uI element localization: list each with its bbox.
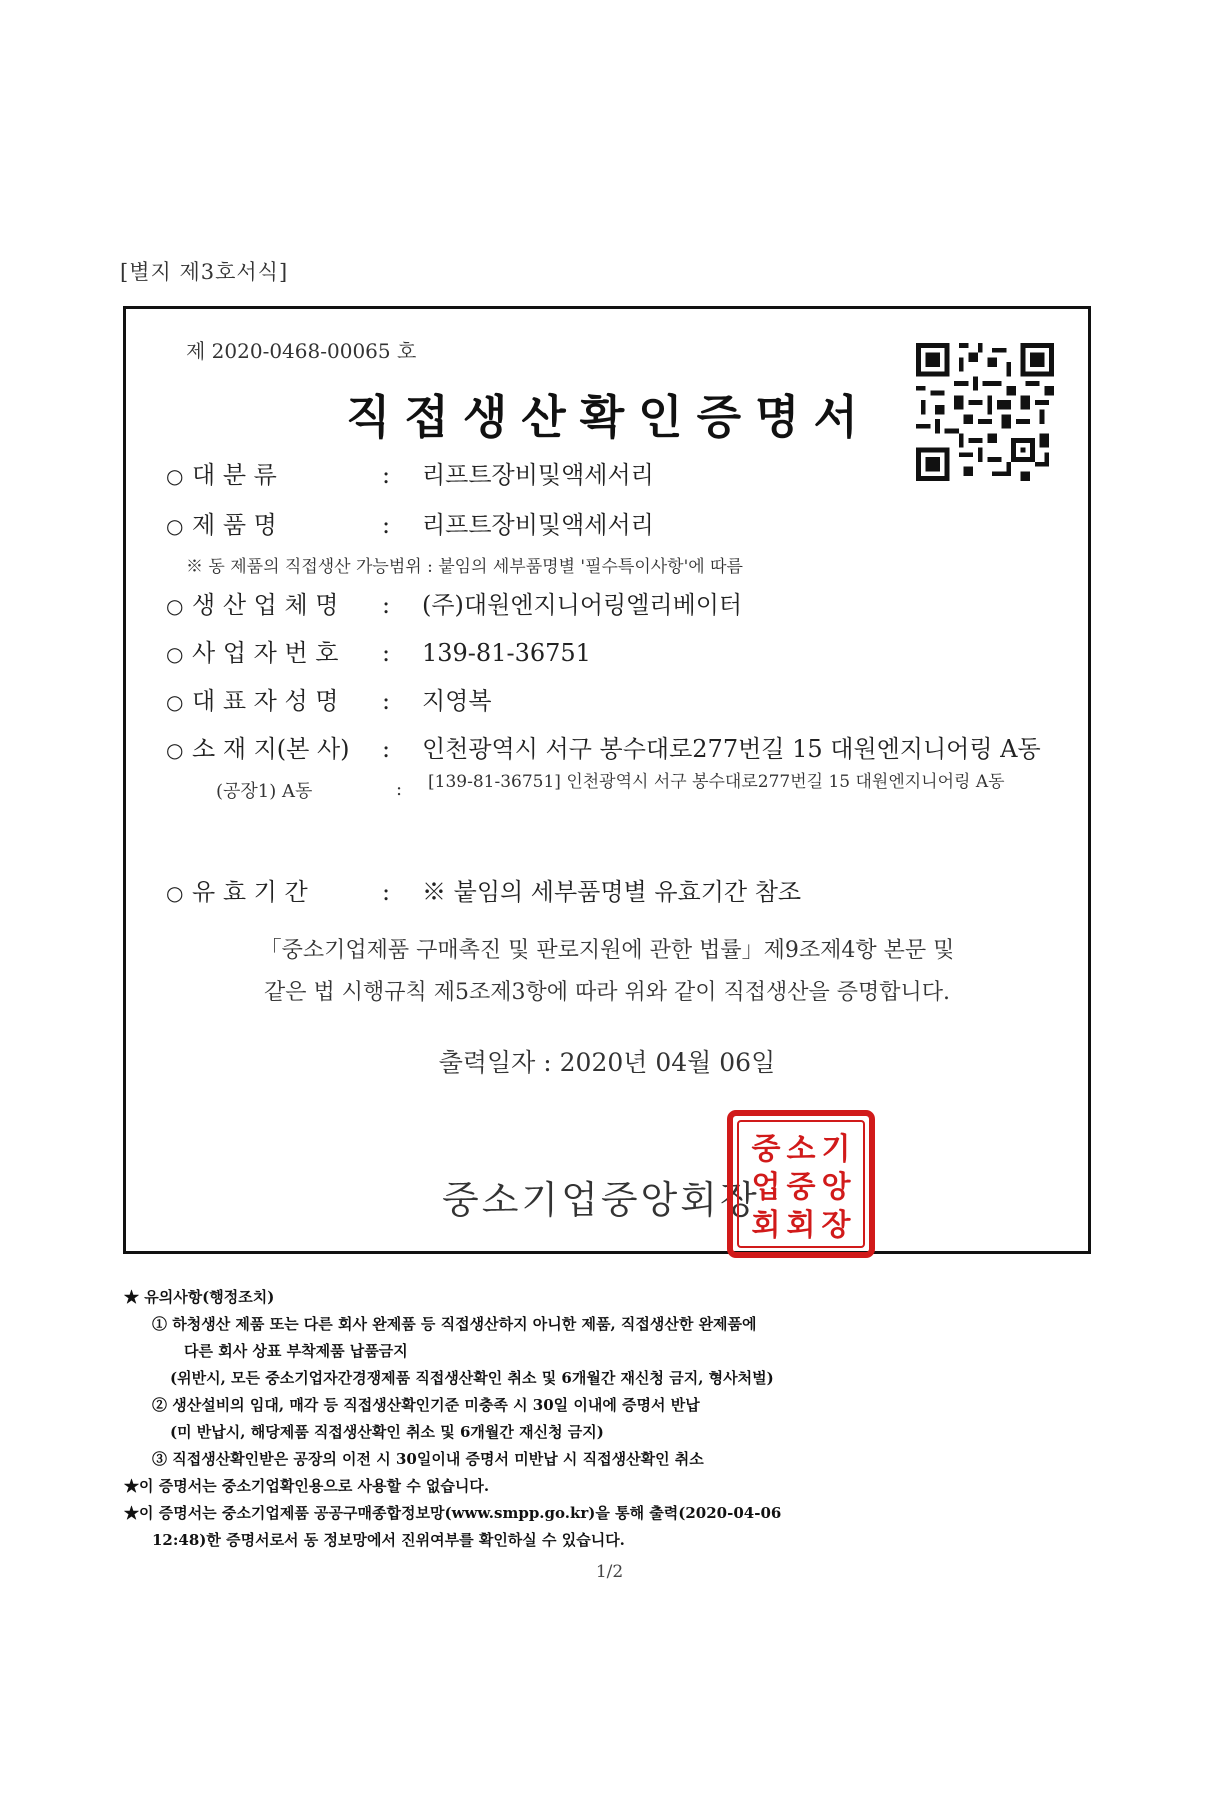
representative-value: 지영복 (422, 687, 492, 715)
business-number-label: 사 업 자 번 호 (192, 639, 339, 667)
business-number-value: 139-81-36751 (422, 639, 591, 667)
certificate-number: 제 2020-0468-00065 호 (186, 339, 417, 363)
address-value: 인천광역시 서구 봉수대로277번길 15 대원엔지니어링 A동 (422, 735, 1041, 763)
svg-text:장: 장 (821, 1208, 851, 1243)
legal-text-line2: 같은 법 시행규칙 제5조제3항에 따라 위와 같이 직접생산을 증명합니다. (264, 980, 950, 1005)
manufacturer-label: 생 산 업 체 명 (192, 591, 339, 619)
official-seal-icon (726, 1109, 876, 1259)
svg-text:회: 회 (751, 1208, 781, 1243)
print-date: 출력일자 : 2020년 04월 06일 (438, 1048, 776, 1077)
product-name-row: ○ 제 품 명 : 리프트장비및액세서리 (166, 505, 654, 540)
validity-row: ○ 유 효 기 간 : ※ 붙임의 세부품명별 유효기간 참조 (166, 872, 801, 907)
bullet-icon: ○ (166, 594, 184, 618)
business-number-row: ○ 사 업 자 번 호 : 139-81-36751 (166, 633, 591, 668)
note-star-2: ★이 증명서는 중소기업확인용으로 사용할 수 없습니다. (124, 1477, 490, 1495)
form-number: [별지 제3호서식] (120, 260, 289, 284)
svg-text:업: 업 (751, 1170, 781, 1205)
validity-value: ※ 붙임의 세부품명별 유효기간 참조 (422, 878, 802, 906)
address-label: 소 재 지(본 사) (192, 735, 350, 763)
note-item-1-cont: 다른 회사 상표 부착제품 납품금지 (184, 1342, 408, 1360)
validity-label: 유 효 기 간 (192, 878, 308, 906)
bullet-icon: ○ (166, 881, 184, 905)
representative-row: ○ 대 표 자 성 명 : 지영복 (166, 681, 492, 716)
caution-notes (124, 1284, 1104, 1554)
bullet-icon: ○ (166, 464, 184, 488)
bullet-icon: ○ (166, 642, 184, 666)
bullet-icon: ○ (166, 738, 184, 762)
address-row: ○ 소 재 지(본 사) : 인천광역시 서구 봉수대로277번길 15 대원엔지니어링 A동 (166, 729, 1041, 764)
note-item-1: ① 하청생산 제품 또는 다른 회사 완제품 등 직접생산하지 아니한 제품, 직접생산한 완제품에 (152, 1315, 757, 1333)
page-number: 1/2 (595, 1562, 624, 1582)
note-item-1-penalty: (위반시, 모든 중소기업자간경쟁제품 직접생산확인 취소 및 6개월간 재신청 금지, 형사처벌) (170, 1369, 774, 1387)
category-value: 리프트장비및액세서리 (422, 461, 654, 489)
svg-text:기: 기 (821, 1132, 851, 1167)
certificate-title: 직접생산확인증명서 (346, 390, 872, 444)
svg-text:중: 중 (751, 1132, 781, 1167)
note-item-2-penalty: (미 반납시, 해당제품 직접생산확인 취소 및 6개월간 재신청 금지) (170, 1423, 604, 1441)
legal-text-line1: 「중소기업제품 구매촉진 및 판로지원에 관한 법률」제9조제4항 본문 및 (259, 938, 955, 963)
category-label: 대 분 류 (192, 461, 277, 489)
factory-label: (공장1) A동 (216, 781, 313, 802)
note-star-3: ★이 증명서는 중소기업제품 공공구매종합정보망(www.smpp.go.kr)을 통해 출력(2020-04-06 (124, 1504, 782, 1522)
svg-text:회: 회 (786, 1208, 816, 1243)
category-row: ○ 대 분 류 : 리프트장비및액세서리 (166, 455, 654, 490)
qr-code-icon[interactable] (916, 343, 1054, 481)
bullet-icon: ○ (166, 514, 184, 538)
svg-text:앙: 앙 (821, 1170, 851, 1205)
svg-text:중: 중 (786, 1170, 816, 1205)
note-item-2: ② 생산설비의 임대, 매각 등 직접생산확인기준 미충족 시 30일 이내에 증명서 반납 (152, 1396, 700, 1414)
issuer-name: 중소기업중앙회장 (442, 1178, 760, 1222)
svg-text:소: 소 (786, 1132, 816, 1167)
bullet-icon: ○ (166, 690, 184, 714)
factory-address: [139-81-36751] 인천광역시 서구 봉수대로277번길 15 대원엔지니어링 A동 (428, 772, 1005, 792)
representative-label: 대 표 자 성 명 (192, 687, 339, 715)
certificate-box: 제 2020-0468-00065 호 직접생산확인증명서 ○ 대 분 류 : 리프트장비및액세서리 ○ 제 품 명 : 리프트장비및액세서리 ※ 동 제품의 직접생산 가능범위 : 붙임의 세부품명별 '필수특이사항'에 따름 ○ 생 산 업 체 명 : (주)대원엔지니어링엘리베이터 ○ 사 업 자 번 호 : 139-81-36751 ○ 대 표 자 성 명 : 지영복 ○ 소 재 지(본 사) : 인천광역시 서구 봉수대로277번길 15 대원엔지니어링 A동 (공장1) A동 : [139-81-36751] 인천광역시 서구 봉수대로277번길 15 대원엔지니어링 A동 ○ 유 효 기 간 : ※ 붙임의 세부품명별 유효기간 참조 「중소기업제품 구매촉진 및 판로지원에 관한 법률」제9조제4항 본문 및 같은 법 시행규칙 제5조제3항에 따라 위와 같이 직접생산을 증명합니다. 출력일자 : 2020년 04월 06일 중소기업중앙회장 중 소 기 업 중 앙 회 회 장 (123, 306, 1091, 1254)
note-star-3-cont: 12:48)한 증명서로서 동 정보망에서 진위여부를 확인하실 수 있습니다. (152, 1531, 625, 1549)
product-name-label: 제 품 명 (192, 511, 277, 539)
notes-header: ★ 유의사항(행정조치) (124, 1288, 275, 1306)
manufacturer-value: (주)대원엔지니어링엘리베이터 (422, 591, 743, 619)
note-item-3: ③ 직접생산확인받은 공장의 이전 시 30일이내 증명서 미반납 시 직접생산확인 취소 (152, 1450, 704, 1468)
manufacturer-row: ○ 생 산 업 체 명 : (주)대원엔지니어링엘리베이터 (166, 585, 742, 620)
scope-note: ※ 동 제품의 직접생산 가능범위 : 붙임의 세부품명별 '필수특이사항'에 따름 (186, 557, 743, 577)
product-name-value: 리프트장비및액세서리 (422, 511, 654, 539)
